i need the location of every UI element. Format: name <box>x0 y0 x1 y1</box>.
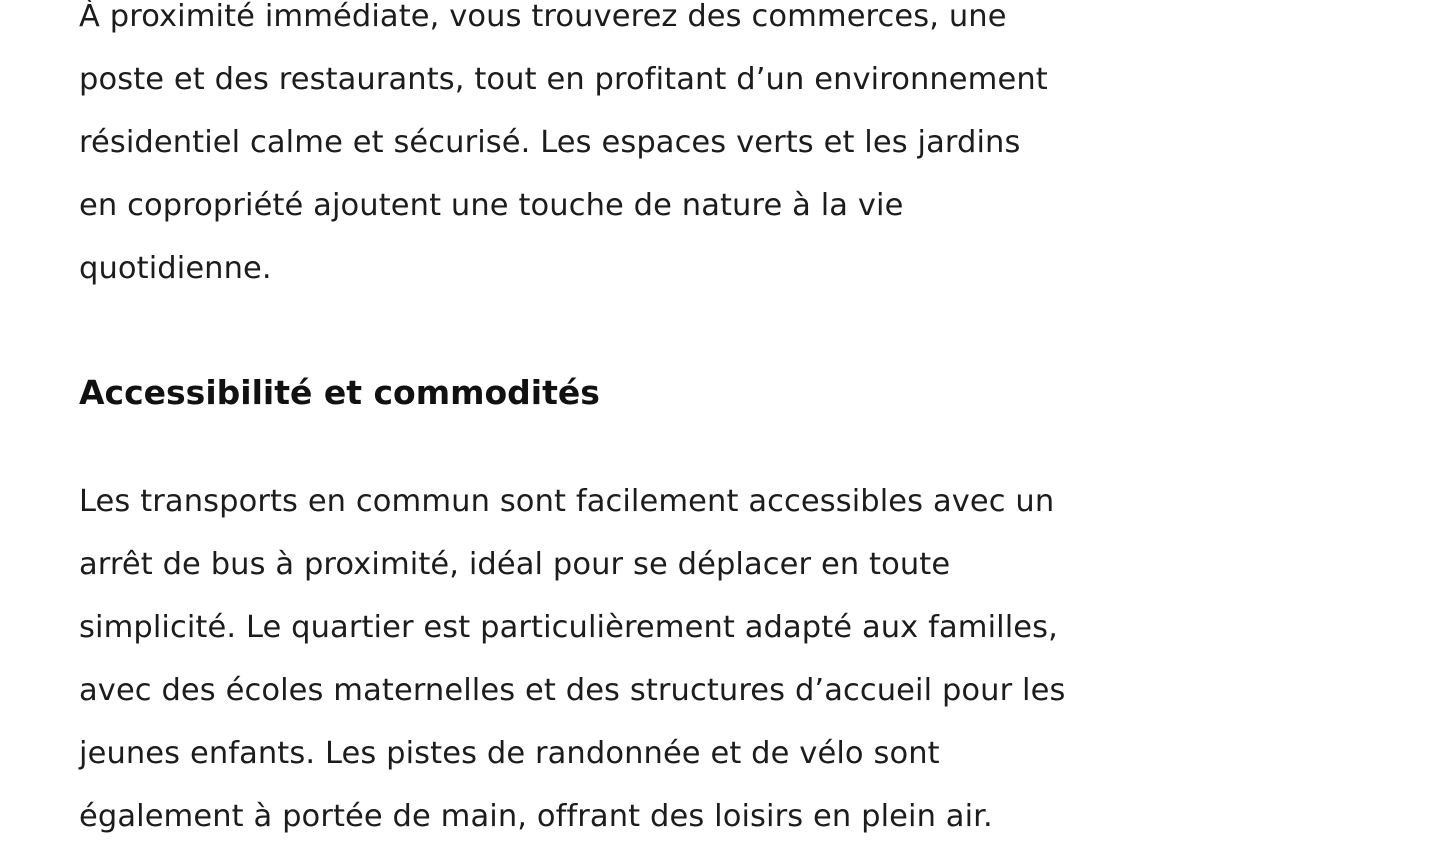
paragraph-line: également à portée de main, offrant des loisirs en plein air. <box>79 799 993 834</box>
paragraph-line: en copropriété ajoutent une touche de nature à la vie <box>79 188 904 223</box>
paragraph-neighborhood <box>79 0 1048 300</box>
paragraph-accessibility <box>79 470 1065 848</box>
paragraph-line: poste et des restaurants, tout en profitant d’un environnement <box>79 62 1048 97</box>
paragraph-line: jeunes enfants. Les pistes de randonnée et de vélo sont <box>79 736 940 771</box>
paragraph-line: avec des écoles maternelles et des structures d’accueil pour les <box>79 673 1066 708</box>
paragraph-line: résidentiel calme et sécurisé. Les espaces verts et les jardins <box>79 125 1021 160</box>
paragraph-line: quotidienne. <box>79 251 272 286</box>
paragraph-line: simplicité. Le quartier est particulièrement adapté aux familles, <box>79 610 1058 645</box>
paragraph-line: arrêt de bus à proximité, idéal pour se déplacer en toute <box>79 547 951 582</box>
paragraph-line: À proximité immédiate, vous trouverez des commerces, une <box>79 0 1007 34</box>
paragraph-line: Les transports en commun sont facilement accessibles avec un <box>79 484 1055 519</box>
section-heading: Accessibilité et commodités <box>79 373 600 412</box>
